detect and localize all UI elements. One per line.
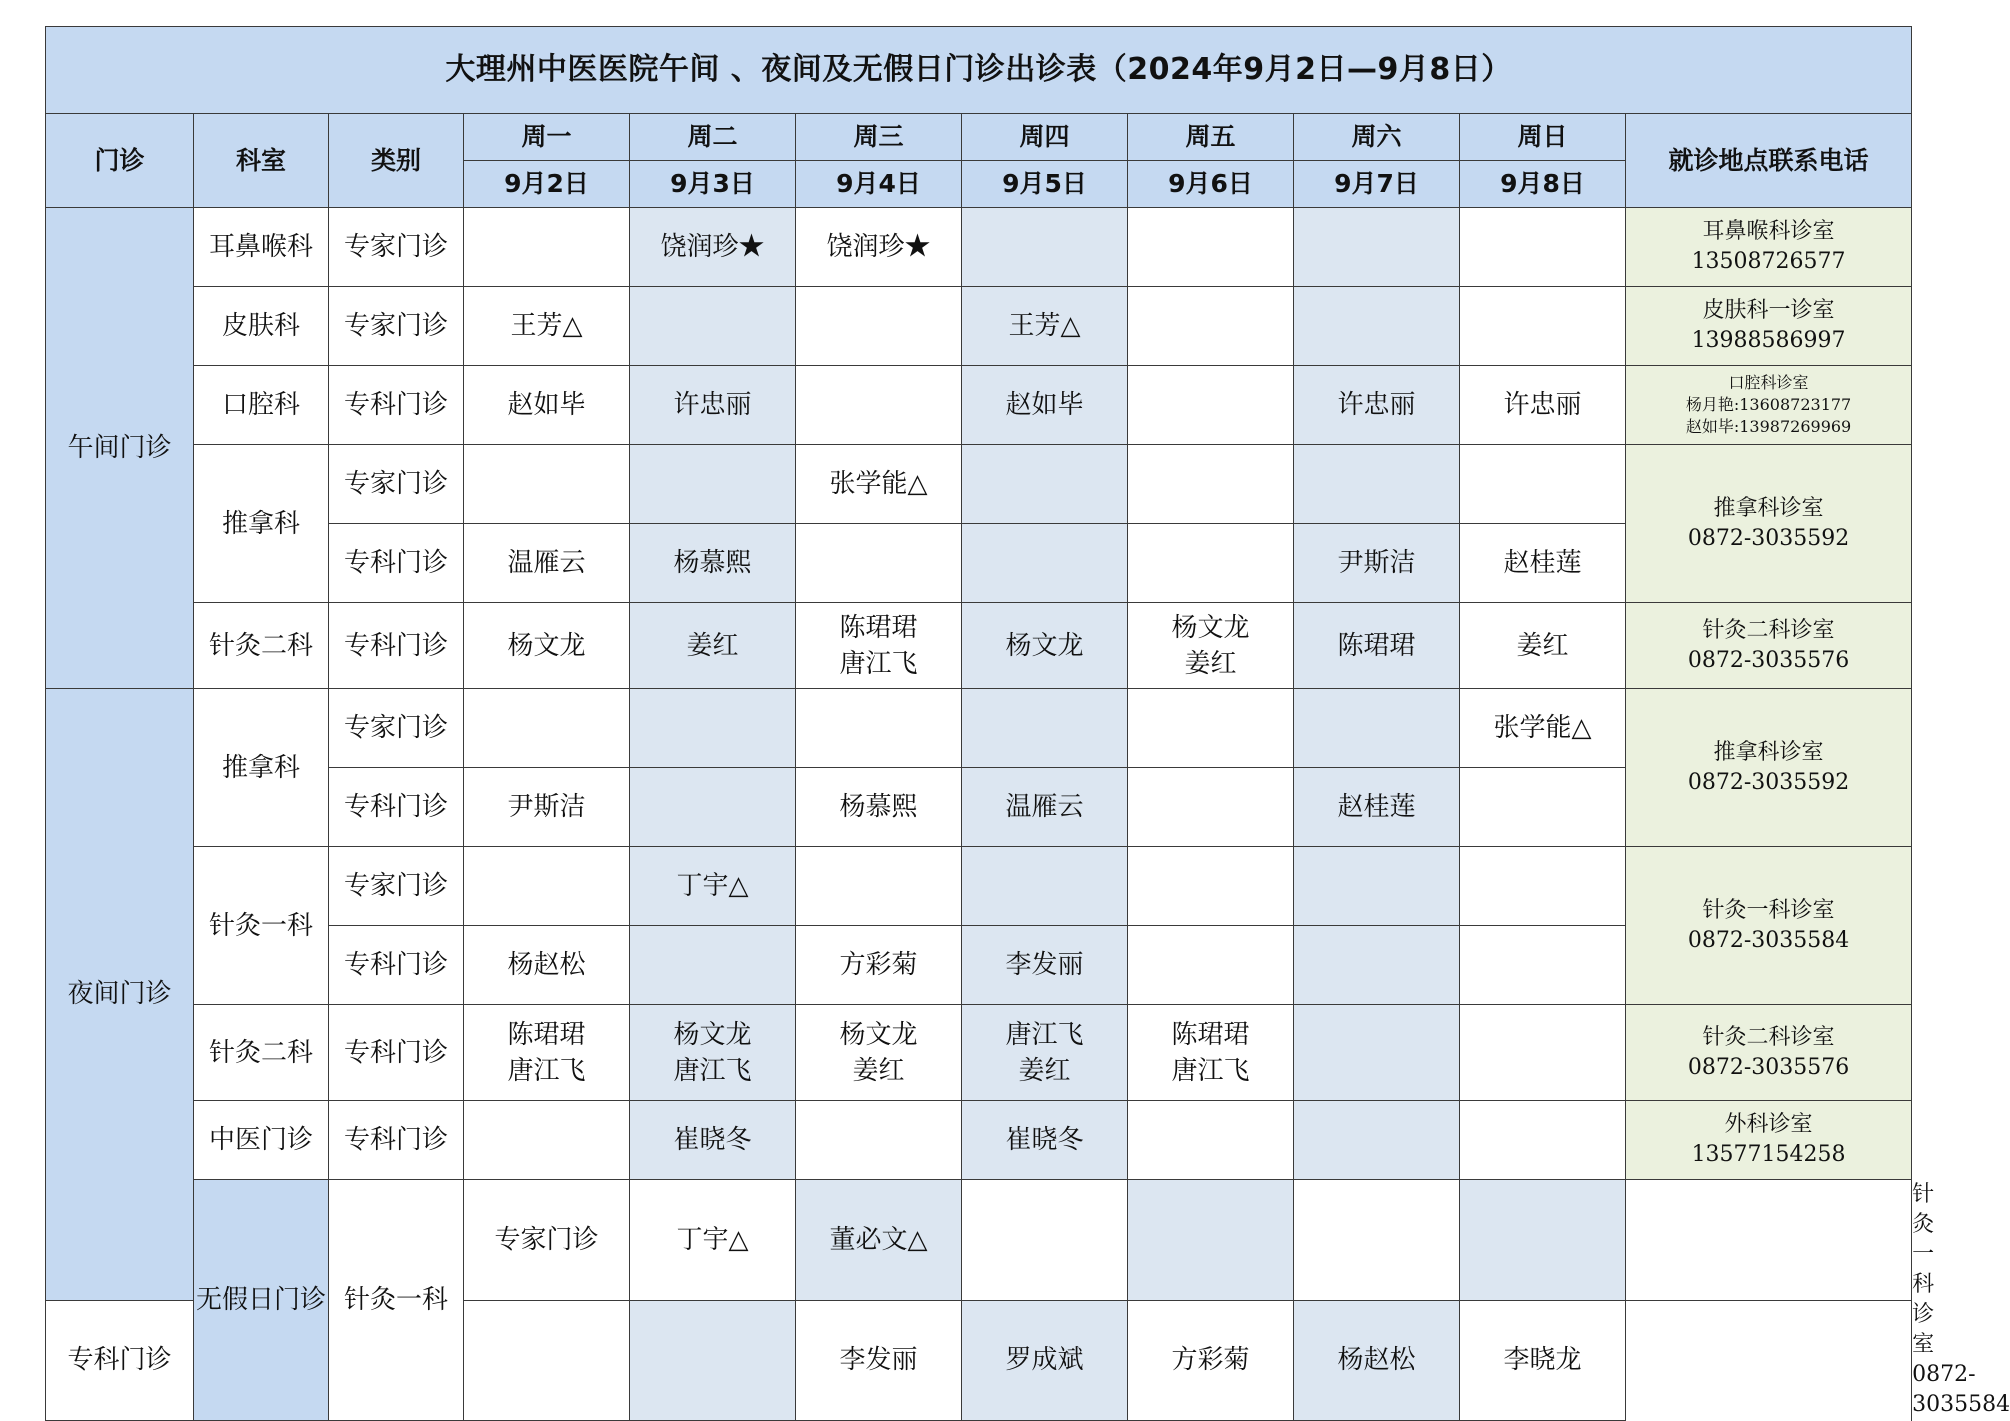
doctor-cell xyxy=(630,689,796,768)
location-cell: 外科诊室 13577154258 xyxy=(1626,1101,1912,1180)
doctor-cell xyxy=(1128,287,1294,366)
dept-cell: 口腔科 xyxy=(194,366,329,445)
doctor-cell: 王芳△ xyxy=(962,287,1128,366)
doctor-cell xyxy=(1460,1101,1626,1180)
location-cell: 皮肤科一诊室 13988586997 xyxy=(1626,287,1912,366)
session-label-holiday: 无假日门诊 xyxy=(194,1180,329,1421)
doctor-cell: 许忠丽 xyxy=(1460,366,1626,445)
doctor-cell: 李晓龙 xyxy=(1460,1300,1626,1421)
doctor-cell xyxy=(1128,926,1294,1005)
doctor-cell: 方彩菊 xyxy=(796,926,962,1005)
location-cell: 针灸二科诊室 0872-3035576 xyxy=(1626,603,1912,689)
doctor-cell xyxy=(1460,445,1626,524)
doctor-cell: 杨文龙 xyxy=(464,603,630,689)
dept-cell: 针灸一科 xyxy=(194,847,329,1005)
doctor-cell: 姜红 xyxy=(630,603,796,689)
doctor-cell xyxy=(1128,847,1294,926)
doctor-cell: 赵桂莲 xyxy=(1460,524,1626,603)
doctor-cell xyxy=(796,1101,962,1180)
doctor-cell: 温雁云 xyxy=(464,524,630,603)
doctor-cell: 张学能△ xyxy=(796,445,962,524)
doctor-cell xyxy=(630,445,796,524)
type-cell: 专家门诊 xyxy=(329,847,464,926)
header-weekday: 周六 xyxy=(1294,114,1460,161)
location-cell: 耳鼻喉科诊室 13508726577 xyxy=(1626,208,1912,287)
doctor-cell: 丁宇△ xyxy=(630,1180,796,1301)
doctor-cell: 许忠丽 xyxy=(1294,366,1460,445)
doctor-cell xyxy=(464,689,630,768)
doctor-cell: 杨慕熙 xyxy=(630,524,796,603)
doctor-cell: 李发丽 xyxy=(796,1300,962,1421)
doctor-cell xyxy=(630,926,796,1005)
header-date: 9月6日 xyxy=(1128,161,1294,208)
doctor-cell xyxy=(1128,366,1294,445)
doctor-cell: 尹斯洁 xyxy=(464,768,630,847)
location-cell: 推拿科诊室 0872-3035592 xyxy=(1626,445,1912,603)
table-row: 无假日门诊 针灸一科 专家门诊 丁宇△ 董必文△ 针灸一科诊室 0872-3035584 xyxy=(46,1180,1912,1301)
doctor-cell xyxy=(464,1300,630,1421)
doctor-cell xyxy=(1626,1180,1912,1301)
doctor-cell xyxy=(1294,1101,1460,1180)
doctor-cell: 崔晓冬 xyxy=(962,1101,1128,1180)
doctor-cell: 罗成斌 xyxy=(962,1300,1128,1421)
doctor-cell: 陈珺珺 唐江飞 xyxy=(1128,1005,1294,1101)
table-row xyxy=(46,1005,1912,1101)
doctor-cell xyxy=(1128,445,1294,524)
doctor-cell: 唐江飞 姜红 xyxy=(962,1005,1128,1101)
location-cell: 针灸一科诊室 0872-3035584 xyxy=(1626,847,1912,1005)
location-cell: 针灸二科诊室 0872-3035576 xyxy=(1626,1005,1912,1101)
doctor-cell xyxy=(630,1300,796,1421)
header-weekday: 周四 xyxy=(962,114,1128,161)
doctor-cell: 方彩菊 xyxy=(1128,1300,1294,1421)
doctor-cell: 赵如毕 xyxy=(962,366,1128,445)
doctor-cell xyxy=(1128,689,1294,768)
doctor-cell: 李发丽 xyxy=(962,926,1128,1005)
type-cell: 专家门诊 xyxy=(329,689,464,768)
doctor-cell: 饶润珍★ xyxy=(796,208,962,287)
doctor-cell xyxy=(962,847,1128,926)
doctor-cell xyxy=(796,366,962,445)
doctor-cell xyxy=(1128,768,1294,847)
table-row xyxy=(46,1101,1912,1180)
session-label-noon: 午间门诊 xyxy=(46,208,194,689)
doctor-cell xyxy=(1294,445,1460,524)
doctor-cell xyxy=(630,287,796,366)
doctor-cell xyxy=(962,445,1128,524)
doctor-cell xyxy=(1294,689,1460,768)
doctor-cell: 赵如毕 xyxy=(464,366,630,445)
doctor-cell xyxy=(1128,1180,1294,1301)
header-date: 9月2日 xyxy=(464,161,630,208)
doctor-cell: 董必文△ xyxy=(796,1180,962,1301)
doctor-cell: 杨文龙 姜红 xyxy=(796,1005,962,1101)
dept-cell: 针灸二科 xyxy=(194,603,329,689)
doctor-cell xyxy=(1294,1005,1460,1101)
type-cell: 专家门诊 xyxy=(329,208,464,287)
clinic-schedule-table xyxy=(45,26,2010,1421)
doctor-cell xyxy=(464,445,630,524)
doctor-cell xyxy=(1294,847,1460,926)
type-cell: 专科门诊 xyxy=(329,926,464,1005)
doctor-cell: 杨文龙 姜红 xyxy=(1128,603,1294,689)
dept-cell: 耳鼻喉科 xyxy=(194,208,329,287)
dept-cell: 推拿科 xyxy=(194,689,329,847)
doctor-cell: 王芳△ xyxy=(464,287,630,366)
doctor-cell: 张学能△ xyxy=(1460,689,1626,768)
table-row xyxy=(46,445,1912,524)
table-row xyxy=(46,689,1912,768)
doctor-cell xyxy=(962,524,1128,603)
doctor-cell xyxy=(1460,208,1626,287)
header-weekday: 周三 xyxy=(796,114,962,161)
doctor-cell xyxy=(1460,1180,1626,1301)
header-date: 9月4日 xyxy=(796,161,962,208)
header-type: 类别 xyxy=(329,114,464,208)
type-cell: 专科门诊 xyxy=(46,1300,194,1421)
doctor-cell xyxy=(796,287,962,366)
doctor-cell: 姜红 xyxy=(1460,603,1626,689)
doctor-cell: 杨赵松 xyxy=(1294,1300,1460,1421)
doctor-cell xyxy=(796,689,962,768)
table-row xyxy=(46,366,1912,445)
dept-cell: 皮肤科 xyxy=(194,287,329,366)
header-date: 9月5日 xyxy=(962,161,1128,208)
header-clinic: 门诊 xyxy=(46,114,194,208)
doctor-cell xyxy=(962,1180,1128,1301)
doctor-cell: 杨赵松 xyxy=(464,926,630,1005)
dept-cell: 针灸二科 xyxy=(194,1005,329,1101)
doctor-cell: 许忠丽 xyxy=(630,366,796,445)
doctor-cell xyxy=(1460,768,1626,847)
doctor-cell xyxy=(1294,208,1460,287)
header-weekday: 周日 xyxy=(1460,114,1626,161)
doctor-cell: 陈珺珺 唐江飞 xyxy=(464,1005,630,1101)
doctor-cell: 温雁云 xyxy=(962,768,1128,847)
doctor-cell: 杨文龙 xyxy=(962,603,1128,689)
dept-cell: 推拿科 xyxy=(194,445,329,603)
doctor-cell xyxy=(464,847,630,926)
doctor-cell xyxy=(962,689,1128,768)
doctor-cell xyxy=(1128,524,1294,603)
type-cell: 专科门诊 xyxy=(329,1005,464,1101)
doctor-cell xyxy=(1460,926,1626,1005)
type-cell: 专家门诊 xyxy=(464,1180,630,1301)
type-cell: 专家门诊 xyxy=(329,445,464,524)
header-dept: 科室 xyxy=(194,114,329,208)
type-cell: 专科门诊 xyxy=(329,768,464,847)
type-cell: 专科门诊 xyxy=(329,524,464,603)
doctor-cell xyxy=(796,847,962,926)
doctor-cell xyxy=(796,524,962,603)
header-date: 9月8日 xyxy=(1460,161,1626,208)
location-cell: 口腔科诊室 杨月艳:13608723177 赵如毕:13987269969 xyxy=(1626,366,1912,445)
doctor-cell: 尹斯洁 xyxy=(1294,524,1460,603)
doctor-cell: 崔晓冬 xyxy=(630,1101,796,1180)
table-row xyxy=(46,287,1912,366)
doctor-cell: 陈珺珺 xyxy=(1294,603,1460,689)
doctor-cell: 杨慕熙 xyxy=(796,768,962,847)
table-row xyxy=(46,208,1912,287)
doctor-cell xyxy=(1294,1180,1460,1301)
doctor-cell: 饶润珍★ xyxy=(630,208,796,287)
doctor-cell xyxy=(1294,926,1460,1005)
type-cell: 专科门诊 xyxy=(329,603,464,689)
header-weekday: 周五 xyxy=(1128,114,1294,161)
table-row xyxy=(46,847,1912,926)
type-cell: 专科门诊 xyxy=(329,366,464,445)
doctor-cell xyxy=(1460,287,1626,366)
dept-cell: 针灸一科 xyxy=(329,1180,464,1421)
doctor-cell: 赵桂莲 xyxy=(1294,768,1460,847)
doctor-cell xyxy=(464,1101,630,1180)
table-row xyxy=(46,603,1912,689)
doctor-cell xyxy=(1460,1005,1626,1101)
header-weekday: 周一 xyxy=(464,114,630,161)
header-weekday: 周二 xyxy=(630,114,796,161)
doctor-cell xyxy=(962,208,1128,287)
doctor-cell xyxy=(1294,287,1460,366)
doctor-cell: 杨文龙 唐江飞 xyxy=(630,1005,796,1101)
doctor-cell xyxy=(1460,847,1626,926)
type-cell: 专家门诊 xyxy=(329,287,464,366)
doctor-cell xyxy=(1128,1101,1294,1180)
doctor-cell: 陈珺珺 唐江飞 xyxy=(796,603,962,689)
doctor-cell xyxy=(1128,208,1294,287)
doctor-cell: 丁宇△ xyxy=(630,847,796,926)
dept-cell: 中医门诊 xyxy=(194,1101,329,1180)
type-cell: 专科门诊 xyxy=(329,1101,464,1180)
doctor-cell xyxy=(630,768,796,847)
session-label-night: 夜间门诊 xyxy=(46,689,194,1301)
header-date: 9月7日 xyxy=(1294,161,1460,208)
location-cell: 推拿科诊室 0872-3035592 xyxy=(1626,689,1912,847)
header-date: 9月3日 xyxy=(630,161,796,208)
doctor-cell xyxy=(464,208,630,287)
header-contact: 就诊地点联系电话 xyxy=(1626,114,1912,208)
page-title: 大理州中医医院午间 、夜间及无假日门诊出诊表（2024年9月2日—9月8日） xyxy=(46,27,1912,114)
